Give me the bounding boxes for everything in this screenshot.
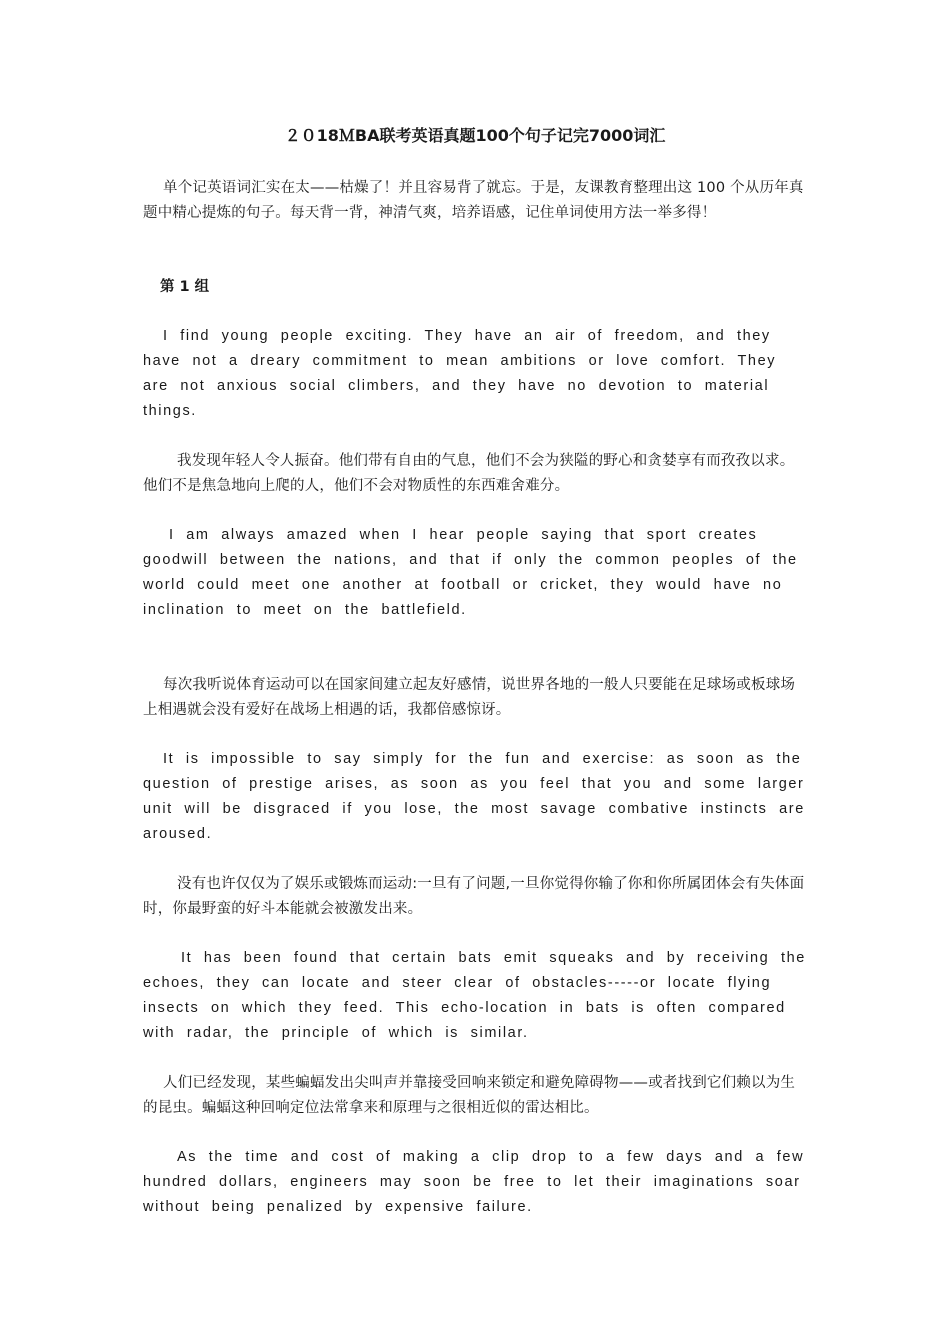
sentence-1-english: I find young people exciting. They have an air of freedom, and they have not a dreary commitment to mean ambitions or love comfort. They are not anxious social climbers, and they have no devotion to material things. <box>143 328 777 419</box>
sentence-4-chinese: 人们已经发现，某些蝙蝠发出尖叫声并靠接受回响来锁定和避免障碍物——或者找到它们赖以为生的昆虫。蝙蝠这种回响定位法常拿来和原理与之很相近似的雷达相比。 <box>143 1075 796 1116</box>
intro-paragraph: 单个记英语词汇实在太——枯燥了！并且容易背了就忘。于是，友课教育整理出这 100 个从历年真题中精心提炼的句子。每天背一背，神清气爽，培养语感，记住单词使用方法一举多得！ <box>143 180 804 221</box>
sentence-4-english: It has been found that certain bats emit squeaks and by receiving the echoes, they can locate and steer clear of obstacles-----or locate flying insects on which they feed. This echo-location in bats is often compared with radar, the principle of which is similar. <box>143 950 806 1041</box>
group-heading: 第 1 组 <box>160 279 210 295</box>
sentence-3-english: It is impossible to say simply for the fun and exercise: as soon as the question of prestige arises, as soon as you feel that you and some larger unit will be disgraced if you lose, the most savage combative instincts are aroused. <box>143 751 805 842</box>
sentence-5-english: As the time and cost of making a clip drop to a few days and a few hundred dollars, engineers may soon be free to let their imaginations soar without being penalized by expensive failure. <box>143 1149 805 1215</box>
sentence-2-chinese: 每次我听说体育运动可以在国家间建立起友好感情，说世界各地的一般人只要能在足球场或板球场上相遇就会没有爱好在战场上相遇的话，我都倍感惊讶。 <box>143 677 796 718</box>
sentence-2-english: I am always amazed when I hear people saying that sport creates goodwill between the nations, and that if only the common peoples of the world could meet one another at football or cricket, they would have no inclination to meet on the battlefield. <box>143 527 798 618</box>
sentence-3-chinese: 没有也许仅仅为了娱乐或锻炼而运动:一旦有了问题,一旦你觉得你输了你和你所属团体会有失体面时，你最野蛮的好斗本能就会被激发出来。 <box>143 876 805 917</box>
sentence-1-chinese: 我发现年轻人令人振奋。他们带有自由的气息，他们不会为狭隘的野心和贪婪享有而孜孜以求。他们不是焦急地向上爬的人，他们不会对物质性的东西难舍难分。 <box>143 453 795 494</box>
page-title: ２０18ＭBA联考英语真题100个句子记完7000词汇 <box>284 126 666 145</box>
